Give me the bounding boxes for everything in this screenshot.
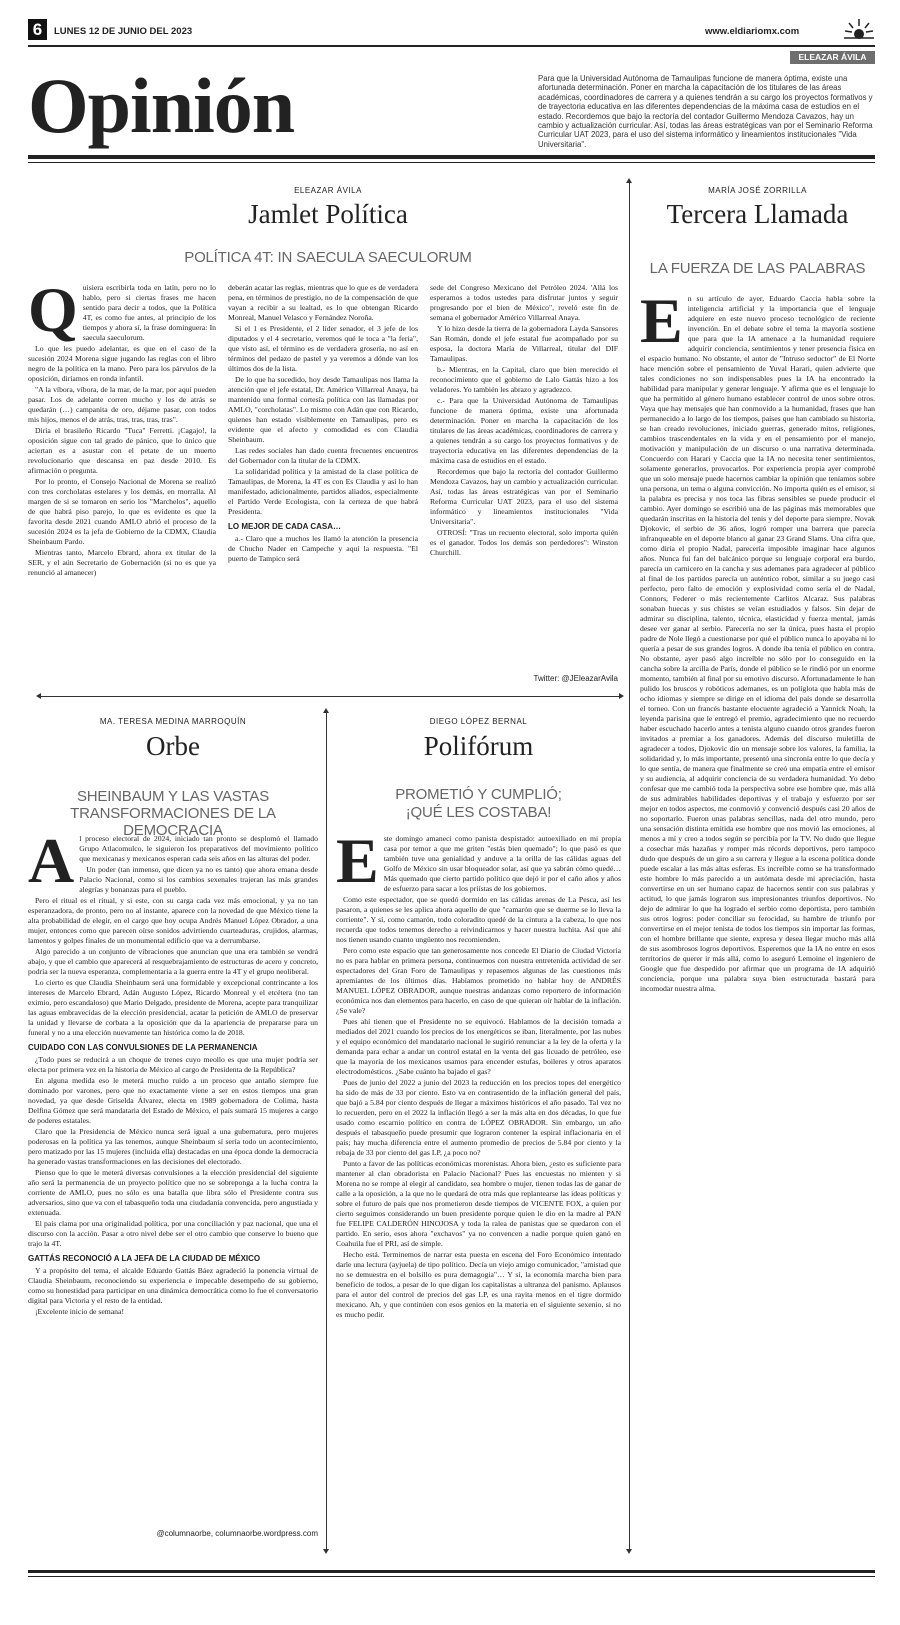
jamlet-col-2 — [228, 283, 418, 683]
paragraph: De lo que ha sucedido, hoy desde Tamaulipas nos llama la atención que el jefe estatal, Dr. Américo Villarreal Anaya, ha mantenido una formal cortesía política con las llamadas por AMLO, "corcholatas". Lo mismo con Adán que con Ricardo, quienes han estado visiblemente en Tamaulipas, pero es evidente que el afecto y comodidad es con Claudia Sheinbaum. — [228, 375, 418, 444]
footer-rule — [28, 1570, 875, 1573]
orbe-drop-cap: A — [28, 834, 75, 896]
website-link[interactable]: www.eldiariomx.com — [705, 26, 800, 37]
tercera-drop-cap: E — [640, 294, 683, 356]
vertical-divider — [629, 182, 630, 1550]
paragraph: ste domingo amaneci como panista despistado: autoexiliado en mi propia casa por temor a que me griten "estás bien quemado"; lo que pasó es que también tuve una genialidad y anduve a la orilla de las cálidas aguas del Golfo de México sin usar bloqueador solar, así que ya sabrán cómo quedé… Más quemado que cierto partido político que dejó ir por el caño años y años de esfuerzo para sacar a los priístas de los gobiernos. — [383, 834, 621, 893]
header-intro: Para que la Universidad Autónoma de Tamaulipas funcione de manera óptima, existe una afortunada determinación. Poner en marcha la capacitación de los titulares de las áreas académicas, coordinadores de carrera y a quienes tendrán a su cargo los proyectos formativos y de trayectoria educativa en las diferentes dependencias de la máxima casa de estudios en el estado. Recordemos que bajo la rectoría del contador Guillermo Mendoza Cavazos, hay un cambio y actualización curricular. Así, todas las áreas estratégicas van por el Seminario Reforma Curricular UAT 2023, para el uso del sistema informático y lineamientos institucionales "Vida Universitaria". — [538, 74, 873, 149]
jamlet-column-title: Jamlet Política — [248, 199, 408, 229]
tercera-body — [640, 294, 875, 1556]
sun-logo-icon — [843, 16, 875, 42]
horizontal-divider — [40, 696, 620, 697]
paragraph: El país clama por una originalidad política, por una conciliación y paz nacional, que una el discurso con la acción. Pasar a otro nivel debe ser el otro cambio que conserve lo bueno que trajo la 4T. — [28, 1219, 318, 1248]
paragraph: a.- Claro que a muchos les llamó la atención la presencia de Chucho Nader en Campeche y aquí la respuesta. "El puerto de Tampico será — [228, 534, 418, 563]
jamlet-col-3 — [430, 283, 618, 673]
poliforum-subtitle-line-1: PROMETIÓ Y CUMPLIÓ; — [395, 786, 562, 803]
poliforum-column-title: Polifórum — [423, 731, 534, 761]
tercera-author: MARÍA JOSÉ ZORRILLA — [708, 186, 807, 195]
paragraph: uisiera escribirla toda en latín, pero no lo hablo, pero si ciertas frases me hacen sentido para decir a todos, que la Política 4T, es como fue antes, al principio de los tiempos y ahora sí, la frase dominguera: In saecula saeculorum. — [82, 283, 216, 342]
orbe-author: MA. TERESA MEDINA MARROQUÍN — [99, 717, 247, 726]
paragraph: La solidaridad política y la amistad de la clase política de Tamaulipas, de Morena, la 4T es con Es Claudia y así lo han manifestado, adicionalmente, partidos aliados, especialmente el Partido Verde Ecologista, con la certeza de que habrá Presidenta. — [228, 467, 418, 516]
paragraph: Y lo hizo desde la tierra de la gobernadora Layda Sansores San Román, donde el jefe estatal fue acompañado por su esposa, la doctora María de Villarreal, titular del DIF Tamaulipas. — [430, 324, 618, 363]
section-title: Opinión — [28, 62, 295, 149]
paragraph: Recordemos que bajo la rectoría del contador Guillermo Mendoza Cavazos, hay un cambio y actualización curricular. Así, todas las áreas estratégicas van por el Seminario Reforma Curricular UAT 2023, para el uso del sistema informático y lineamientos institucionales "Vida Universitaria". — [430, 467, 618, 526]
paragraph: OTROSÍ: "Tras un recuento electoral, solo importa quién es el ganador. Todos los demás son perdedores": Winston Churchill. — [430, 528, 618, 557]
orbe-subtitle: SHEINBAUM Y LAS VASTAS TRANSFORMACIONES DE LA DEMOCRACIA — [70, 788, 276, 839]
poliforum-subtitle-line-2: ¡QUÉ LES COSTABA! — [405, 804, 552, 821]
paragraph: Pero como este espacio que tan generosamente nos concede El Diario de Ciudad Victoria no es para hablar en primera persona, continuemos con nuestra entretenida actividad de ser espectadores del Gran Foro de Tamaulipas y repasemos algunas de las cuestiones más apremiantes de los últimos días. Habíamos prometido no hablar hoy de ANDRÉS MANUEL LÓPEZ OBRADOR, aunque nuestras andanzas como reportero de información económica nos dan elementos para hacerlo, en caso de que quieran oír hablar de la inflación. ¿Se vale? — [336, 946, 621, 1015]
header-byline: ELEAZAR ÁVILA — [790, 51, 875, 64]
paragraph: En alguna medida eso le meterá mucho ruido a un proceso que antaño siempre fue dominado por varones, pero que no exactamente viene a ser en estos tiempos una gran novedad, ya que desde Griselda Álvarez, electa en 1989 gobernadora de Colima, hasta Delfina Gómez que será mandataria del Estado de México, el país sumará 15 mujeres a cargo de poderes estatales. — [28, 1076, 318, 1125]
orbe-subheading: GATTÁS RECONOCIÓ A LA JEFA DE LA CIUDAD DE MÉXICO — [28, 1254, 261, 1263]
paragraph: ¿Todo pues se reducirá a un choque de trenes cuyo meollo es que una mujer podría ser electa por primera vez en la historia de México al cargo de Presidenta de la República? — [28, 1055, 318, 1074]
jamlet-author: ELEAZAR ÁVILA — [294, 186, 362, 195]
paragraph: c.- Para que la Universidad Autónoma de Tamaulipas funcione de manera óptima, existe una afortunada determinación. Poner en marcha la capacitación de los titulares de las áreas académicas, coordinadores de carrera y a quienes tendrán a su cargo los proyectos formativos y de trayectoria educativa en las diferentes dependencias de la máxima casa de estudios en el estado. — [430, 396, 618, 465]
paragraph: Si el 1 es Presidente, el 2 líder senador, el 3 jefe de los diputados y el 4 secretario, veremos qué le toca a "la feria", que visto así, el término es de verdadera grosería, no así en términos del pedazo de pastel y ya veremos a dónde van los últimos dos de la lista. — [228, 324, 418, 373]
header-bottom-rule-thin — [28, 162, 875, 163]
poliforum-drop-cap: E — [336, 834, 379, 896]
page-number-box: 6 — [28, 19, 47, 40]
paragraph: Lo que les puedo adelantar, es que en el caso de la sucesión 2024 Morena sigue jugando las reglas con el libro negro de la política en la mano. Pero para los párvulos de la oposición, diríamos en ronda infantil. — [28, 344, 216, 383]
paragraph: Hecho está. Terminemos de narrar esta puesta en escena del Foro Económico intentado darle una lectura (ayjuela) de tipo político. Decía un viejo amigo comunicador, "amistad que no se demuestra en el bolsillo es pura demagogia"… Y sí, la economía marcha bien para beneficio de todos, a pesar de lo que digan los capitalistas a ultranza del panismo. Aplausos para el autor del control de precios del gas LP, es una rayita menos en el tigre dormido mexicano. Ah, y que continúen con esos genios en la materia en el siguiente sexenio, si no es mucho pedir. — [336, 1250, 621, 1319]
paragraph: Pues ahí tienen que el Presidente no se equivocó. Hablamos de la decisión tomada a mediados del 2021 cuando los precios de los energéticos se iban, literalmente, por las nubes y el equipo económico del mandatario nacional le sugirió renunciar a la ley de la oferta y la demanda para echar a andar un control estatal en la venta del gas licuado de petróleo, ese que la mayoría de los mexicanos usamos para encender estufas, boileres y otros aparatos electrodomésticos. ¿Sabe cuánto ha bajado el gas? — [336, 1017, 621, 1076]
paragraph: Diría el brasileño Ricardo "Tuca" Ferretti. ¡Cagajo!, la oposición sigue con tal grado de pánico, que lo único que aciertan es a asustar con el petate de un muerto revolucionario que descansa en paz desde 2010. Es afirmación o pregunta. — [28, 426, 216, 475]
paragraph: Claro que la Presidencia de México nunca será igual a una gubernatura, pero mujeres poderosas en la política ya las tenemos, aunque Sheinbaum sí sería todo un acontecimiento, pero matizado por las 15 mujeres (incluida ella) destacadas en una época donde la democracia ha generado vastas transformaciones en las decisiones del electorado. — [28, 1127, 318, 1166]
orbe-column-title: Orbe — [146, 731, 200, 761]
issue-date: LUNES 12 DE JUNIO DEL 2023 — [54, 26, 193, 37]
poliforum-author: DIEGO LÓPEZ BERNAL — [429, 717, 528, 726]
paragraph: Algo parecido a un conjunto de vibraciones que anuncian que una era también se vendrá abajo, y que el cambio que aparecerá al resquebrajamiento de estructuras de acero y concreto, podría ser la nueva esperanza, complementaria a la guerra entre la 4T y el grupo neoliberal. — [28, 947, 318, 976]
paragraph: n su artículo de ayer, Eduardo Caccia habla sobre la inteligencia artificial y la importancia que el lenguaje adquiere en este nuevo proceso tecnológico de reciente invención. En el debate sobre el tema la mayoría sostiene que para que la IA amenace a la humanidad requiere adquirir conciencia, sentimientos y tener presencia física en el espacio humano. No obstante, el autor de "Intruso seductor" de El Norte hace mención sobre el pensamiento de Yuval Harari, quien advierte que tales condiciones no son indispensables pues la IA ha encontrado la habilidad para manipular y generar lenguaje. Y afirma que es el lenguaje lo que ha permitido al género humano establecer control de unos sobre otros. Vaya que hay mensajes que han conmovido a la humanidad, frases que han permanecido a lo largo de los tiempos, países que han cambiado su historia, se han creado revoluciones, iniciado guerras, generado mitos, religiones, cambios trascendentales en la vida y en el pensamiento por el manejo, motivación y manipulación de un discurso o una narrativa determinada. Concuerdo con Harari y Caccia que la IA no necesita tener sentimientos, solamente generarlos, provocarlos. Por experiencia propia ayer comprobé que un solo mensaje puede hacernos cambiar la opinión que teníamos sobre una persona, un tema o alguna convicción. No importa quién es el emisor, si la palabra es precisa y nos toca las fibras sensibles se puede producir el cambio. Ayer domingo se escribió una de las páginas más memorables que quedarán inscritas en la historia del tenis y del deporte para siempre. Novak Djokovic, el serbio de 36 años, logró romper una barrera que parecía infranqueable en el deporte blanco al ganar 23 Grand Slams. Una cifra que, como diría el propio Nadal, parecería imposible imaginar hace algunos años. Nunca fui fan del balcánico porque su lenguaje corporal era burdo, parecía un carnicero en la cancha y sus ademanes para agradecer al público al final de los partidos parecía un auténtico robot, similar a su juego casi perfecto, pero falto de emoción y explosividad como sería el de Nadal, Connors, Federer o más recientemente Carlitos Alcaraz. Sus palabras sonaban huecas y sus chistes se veían estudiados y falsos. Sin dejar de admirar su disciplina, talento, técnica, elasticidad y fuerza mental, jamás desee ver ganar al serbio. Parecería no ser la única, pues hasta el propio padre de Nole llegó a cuestionarse por qué el público nunca lo apoyaba ni lo quería a pesar de sus grandes logros. A donde iba tenía el público en contra. No obstante, ayer pasó algo increíble no sólo por lo conseguido en la cancha sobre la arcilla de París, donde el público se le rindió por un enorme momento, también al final por su emotivo discurso. Afortunadamente le han pulido los bruscos y robóticos ademanes, es un políglota que habla más de ocho idiomas y siempre se dirige en el idioma del país donde se desarrolla el torneo. Con un francés bastante elocuente agradeció a Yannick Noah, la leyenda parisina que le entregó el premio, agradecimiento que no recuerdo haber escuchado hacerlo antes a tenista alguno cuando otros grandes fueron invitados a premiar a los ganadores. Además del discurso muletilla de agradecer a todos, Djokovic dio un mensaje sobre los valores, la familia, la solidaridad y, lo más importante, presentó una sincronía entre lo que decía y lo que sentía, de manera que finalmente se creó una empatía entre el emisor y su audiencia, al adquirir conciencia de su verdadera humanidad. Yo debo confesar que me cambió toda la perspectiva sobre ese hombre que, más allá de sus admirables habilidades deportivas y el trabajo y esfuerzo por ser mejor en todos aspectos, me conmovió y convenció después casi 20 años de no soportarlo. Fueron unas palabras sencillas, nada del otro mundo, pero una sensación distinta emitida ese hombre que nos movió las emociones, al menos a mí y creo a todos según se percibía por la TV. No dudo que llegue a cosechar más hazañas y romper más récords deportivos, pero tampoco dudo que después de un giro a su carrera y llegue a la escena política donde puede escalar a las más altas esferas. Es increíble como se ha transformado este hombre lo más parecido a un autómata desde mi apreciación, hasta convertirse en un ser humano capaz de hacernos sentir con sus palabras y actitud, lo que jamás lograron sus impresionantes triunfos deportivos. No dejo de admirar lo que ha logrado el serbio como deportista, pero también sus otros logros: poder conciliar su ferocidad, su hambre de triunfo por convertirse en el mejor tenista de todos los tiempos sin importar las formas, con el hombre brillante que siente, expresa y desea llegar mucho más allá de sus asombrosos logros deportivos. Esperemos que la IA no entre en esos territorios de querer ir más allá, como lo aseguró Lemoine el ingeniero de Google que fue despedido por afirmar que un programa de IA adquirió conciencia, porque una palabra suya bien estructurada bastará para incomodar nuestra alma. — [640, 294, 875, 993]
paragraph: Un poder (tan inmenso, que dicen ya no es tanto) que ahora emana desde Palacio Nacional, como si los cambios sexenales trajeran las más grandes alegrías y bonanzas para el pueblo. — [79, 865, 318, 894]
jamlet-twitter-handle[interactable]: Twitter: @JEleazarAvila — [533, 674, 618, 683]
paragraph: Pero el ritual es el ritual, y si este, con su carga cada vez más emocional, y ya no tan esperanzadora, de pronto, pero no al instante, aparece con la novedad de que México tiene la alta probabilidad de elegir, en el cargo que hoy ocupa Andrés Manuel López Obrador, a una mujer, entonces como que parecen oírse sonidos advirtiendo cuarteaduras, crujidos, alarmas, lamentos y golpes finales de un monumental edificio que va a derrumbarse. — [28, 896, 318, 945]
jamlet-col-1 — [28, 283, 216, 683]
vertical-divider — [326, 712, 327, 1550]
jamlet-subtitle: POLÍTICA 4T: IN SAECULA SAECULORUM — [184, 249, 472, 266]
paragraph: l proceso electoral de 2024, iniciado tan pronto se desplomó el llamado Grupo Atlacomulco, le siguieron los preparativos del movimiento político que mexicanas y mexicanos esperan cada seis años en las alturas del poder. — [79, 834, 318, 863]
paragraph: Las redes sociales han dado cuenta frecuentes encuentros del Gobernador con la titular de la CDMX. — [228, 446, 418, 465]
tercera-column-title: Tercera Llamada — [666, 199, 849, 229]
paragraph: Pienso que lo que le meterá diversas convulsiones a la elección presidencial del siguiente año será la permanencia de un proyecto político que no se sobreponga a la lucha contra la corriente de AMLO, pues no sólo es una batalla que libra sólo el Presidente contra sus adversarios, sino que va con el tabasqueño toda una ciudadanía convencida, pero angustiada y extenuada. — [28, 1168, 318, 1217]
paragraph: Lo cierto es que Claudia Sheinbaum será una formidable y excepcional contrincante a los intereses de Marcelo Ebrard, Adán Augusto López, Ricardo Monreal y el etcétera (no tan eximio, pero escandaloso) que Mario Delgado, presidente de Morena, acepte para tranquilizar las aguas embravecidas de la elección presidencial, acatar la petición de AMLO de preservar la unidad y llevarse de corbata a la oposición que da la apariencia de prepararse para un funeral y no a una elección nuevamente tan histórica como la de 2018. — [28, 978, 318, 1037]
jamlet-drop-cap: Q — [28, 283, 78, 345]
jamlet-subheading: LO MEJOR DE CADA CASA… — [228, 522, 342, 531]
paragraph: "A la víbora, víbora, de la mar, de la mar, por aquí pueden pasar. Los de adelante corren mucho y los de atrás se quedarán (…) campanita de oro, déjame pasar, con todos mis hijos, menos el de atrás, tras, tras, tras, tras". — [28, 385, 216, 424]
orbe-subheading: CUIDADO CON LAS CONVULSIONES DE LA PERMANENCIA — [28, 1043, 258, 1052]
header-rule — [28, 45, 875, 47]
orbe-body — [28, 834, 318, 1519]
paragraph: Y a propósito del tema, el alcalde Eduardo Gattás Báez agradeció la ponencia virtual de Claudia Sheinbaum, reconociendo su experiencia e impecable desempeño de su gobierno, como su honestidad para participar en una dinámica democrática como lo fue el conversatorio digital para Victoria y el resto de la entidad. — [28, 1266, 318, 1305]
paragraph: Punto a favor de las políticas económicas morenistas. Ahora bien, ¿esto es suficiente para mantener al clan obradorista en Palacio Nacional? Pues las encuestas no mienten y si Morena no se rompe al elegir al candidato, sea hombre o mujer, tienen todas las de ganar de calle a la oposición, a la que no le quedará de otra más que replantearse las ideas políticas y sobre el futuro de país que nos prometieron desde tiempos de VICENTE FOX, a quien por cierto seguimos considerando un buen presidente porque quien le dio en la madre al PAN fue FELIPE CALDERÓN HINOJOSA y toda la ralea de panistas que se quedaron con el partido. En serio, esos ahora "exchavos" ya no convencen a nadie porque quien ganó en Coahuila fue el PRI, así de simple. — [336, 1159, 621, 1248]
header-bottom-rule — [28, 155, 875, 159]
paragraph: Como este espectador, que se quedó dormido en las cálidas arenas de La Pesca, así les pasaron, a quienes se les aplica ahora aquello de que "camarón que se duerme se lo lleva la corriente". Y sí, como camarón, todo coloradito quedé de la cintura a la cabeza, lo que nos recuerda que todos tenemos derecho a reivindicarnos y hacer nuestra luchita. Así que ahí nos tienen usando cuanto ungüento nos recomienden. — [336, 895, 621, 944]
paragraph: deberán acatar las reglas, mientras que lo que es de verdadera pena, en términos de prestigio, no de la compensación de que vayan a recibir a su lealtad, es lo que obtengan Ricardo Monreal, Manuel Velasco y Fernández Noroña. — [228, 283, 418, 322]
paragraph: b.- Mientras, en la Capital, claro que bien merecido el reconocimiento que el gobierno de Lalo Gattás hizo a los veladores. Yo también les abrazo y agradezco. — [430, 365, 618, 394]
tercera-subtitle: LA FUERZA DE LAS PALABRAS — [649, 260, 866, 277]
paragraph: sede del Congreso Mexicano del Petróleo 2024. 'Allá los esperamos a todos ustedes para disfrutar juntos y seguir progresando por el bien de México", reveló este fin de semana el gobernador Américo Villarreal Anaya. — [430, 283, 618, 322]
poliforum-body — [336, 834, 621, 1556]
paragraph: Mientras tanto, Marcelo Ebrard, ahora ex titular de la SER, y el aún Secretario de Gobernación (si no es que ya renunció al amanecer) — [28, 548, 216, 577]
paragraph: Por lo pronto, el Consejo Nacional de Morena se realizó con tres corcholatas estelares y los demás, en morralla. Al margen de si se tomaron en serio los "Marchelos", aquello de que habrá piso parejo, lo que es evidente es que la favorita desde 2021 cuando AMLO abrió el proceso de la sucesión 2024 es la jefa de Gobierno de la CDMX, Claudia Sheinbaum Pardo. — [28, 477, 216, 546]
footer-rule-thin — [28, 1576, 875, 1577]
paragraph: ¡Excelente inicio de semana! — [35, 1307, 125, 1316]
paragraph: Pues de junio del 2022 a junio del 2023 la reducción en los precios topes del energético ha sido de más de 33 por ciento. Esto va en contrasentido de la inflación general del país, que bajó a 5.84 por ciento después de llegar a máximos históricos el año pasado. Tal vez no lo recuerden, pero en el 2022 la inflación llegó a ser la más alta en dos décadas, lo que fue usado como escarnio político en contra de LÓPEZ OBRADOR. Sin embargo, un año después el tabasqueño puede presumir que lograron contener la espiral inflacionaria en el país; hay mucha diferencia entre el aumento promedio de precios de 5.84 por ciento y la rebaja de 33 por ciento del gas LP, ¿a poco no? — [336, 1078, 621, 1157]
orbe-signature[interactable]: @columnaorbe, columnaorbe.wordpress.com — [156, 1529, 318, 1538]
